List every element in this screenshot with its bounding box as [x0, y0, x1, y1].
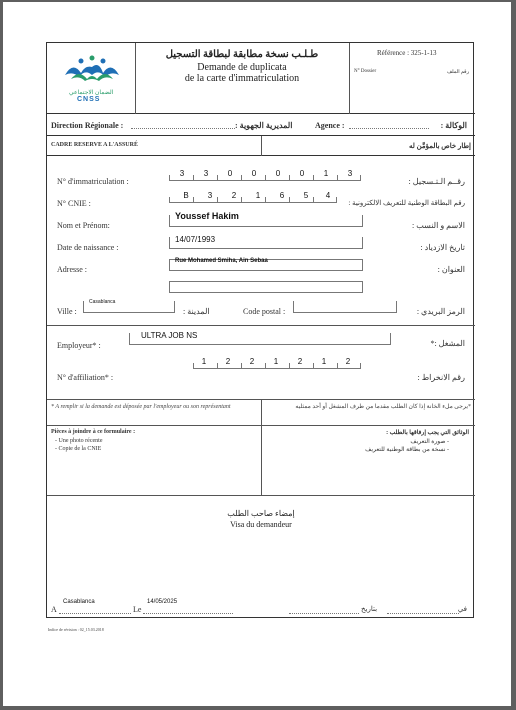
cnss-logo-icon — [61, 53, 123, 89]
signature-date-field-ar[interactable] — [289, 613, 359, 614]
adresse-label: Adresse : — [57, 265, 87, 274]
naissance-label: Date de naissance : — [57, 243, 119, 252]
signature-title: Visa du demandeur — [230, 520, 292, 529]
signature-date-value: 14/05/2025 — [147, 599, 178, 605]
cnie-digit: 5 — [303, 191, 309, 200]
region-row — [47, 114, 475, 136]
affiliation-digit: 1 — [201, 357, 207, 366]
cnie-digit: 2 — [231, 191, 237, 200]
affiliation-label: N° d'affiliation* : — [57, 373, 114, 382]
cnie-digit: 4 — [325, 191, 331, 200]
immatriculation-label: N° d'immatriculation : — [57, 177, 129, 186]
signature-title-ar: إمضاء صاحب الطلب — [227, 509, 295, 518]
affiliation-digit: 1 — [273, 357, 279, 366]
ville-value: Casablanca — [89, 299, 116, 305]
agence-label-ar: الوكالة : — [440, 121, 467, 130]
document-page — [3, 2, 511, 706]
affiliation-digit: 2 — [249, 357, 255, 366]
reserved-title-ar: إطار خاص بالمؤمَّن له — [408, 142, 471, 150]
immatriculation-digit: 3 — [347, 169, 353, 178]
nom-label: Nom et Prénom: — [57, 221, 110, 230]
nom-value: Youssef Hakim — [175, 211, 239, 221]
cnie-digit: 6 — [279, 191, 285, 200]
pieces-title: Pièces à joindre à ce formulaire : — [51, 429, 136, 435]
direction-regionale-label-ar: المديرية الجهوية : — [235, 121, 293, 130]
signature-date-label-ar: بتاريخ — [361, 605, 378, 613]
logo-text: CNSS — [77, 96, 101, 103]
duplicata-form — [46, 42, 474, 618]
employer-note: * A remplir si la demande est déposée par l'employeur ou son représentant — [51, 404, 231, 410]
immatriculation-digit: 0 — [251, 169, 257, 178]
adresse-value: Rue Mohamed Smiha, Ain Sebaa — [175, 258, 268, 264]
immatriculation-digit: 3 — [179, 169, 185, 178]
revision-index: Indice de révision : 02_15.03.2018 — [48, 627, 104, 632]
signature-date-field[interactable] — [143, 613, 233, 614]
affiliation-digit: 2 — [345, 357, 351, 366]
signature-place-value: Casablanca — [63, 599, 95, 605]
adresse-label-ar: العنوان : — [437, 265, 465, 274]
cnie-label: N° CNIE : — [57, 199, 91, 208]
direction-regionale-label: Direction Régionale : — [51, 121, 124, 130]
affiliation-digit: 1 — [321, 357, 327, 366]
postal-label: Code postal : — [243, 307, 286, 316]
immatriculation-field[interactable] — [169, 169, 361, 181]
affiliation-label-ar: رقم الانخراط : — [417, 373, 465, 382]
direction-regionale-field[interactable] — [131, 128, 235, 129]
signature-date-label: Le — [133, 605, 142, 614]
adresse-field-line2[interactable] — [169, 281, 363, 293]
pieces-title-ar: الوثائق التي يجب إرفاقها بالطلب : — [386, 430, 469, 436]
reserved-section-header — [47, 136, 475, 156]
reserved-title: CADRE RESERVE A L'ASSURÉ — [51, 142, 138, 148]
signature-place-field-ar[interactable] — [387, 613, 459, 614]
cnie-digit: 3 — [207, 191, 213, 200]
piece-item: - Une photo récente — [55, 438, 103, 444]
immatriculation-digit: 3 — [203, 169, 209, 178]
title-arabic: طـلـب نسخة مطابقة لبطاقة التسجيل — [165, 49, 319, 60]
immatriculation-digit: 0 — [275, 169, 281, 178]
immatriculation-digit: 0 — [227, 169, 233, 178]
employeur-label-ar: المشغل :* — [430, 339, 465, 348]
postal-field[interactable] — [293, 301, 397, 313]
immatriculation-label-ar: رقــم الـتـسجيل : — [408, 177, 465, 186]
piece-item-ar: - نسخة من بطاقة الوطنية للتعريف — [365, 447, 449, 453]
title-french-line2: de la carte d'immatriculation — [184, 73, 300, 84]
naissance-label-ar: تاريخ الازدياد : — [420, 243, 465, 252]
signature-place-label-ar: في — [457, 605, 467, 613]
naissance-value: 14/07/1993 — [175, 235, 216, 244]
affiliation-field[interactable] — [193, 357, 361, 369]
title-french-line1: Demande de duplicata — [197, 62, 287, 73]
immatriculation-digit: 0 — [299, 169, 305, 178]
form-title — [135, 49, 349, 84]
ville-label-ar: المدينة : — [183, 307, 210, 316]
employeur-value: ULTRA JOB NS — [141, 331, 198, 340]
employer-note-ar: *يرجى ملء الخانة إذا كان الطلب مقدما من طرف المشغل أو أحد ممثليه — [295, 404, 471, 410]
signature-place-label: A — [51, 605, 57, 614]
employeur-label: Employeur* : — [57, 341, 101, 350]
cnie-digit: B — [183, 191, 189, 200]
agence-label: Agence : — [315, 121, 345, 130]
postal-label-ar: الرمز البريدي : — [416, 307, 465, 316]
cnie-field[interactable] — [169, 191, 337, 203]
reference-number: Référence : 325-1-13 — [377, 49, 437, 57]
affiliation-digit: 2 — [225, 357, 231, 366]
affiliation-digit: 2 — [297, 357, 303, 366]
cnss-logo — [61, 53, 123, 105]
ville-label: Ville : — [57, 307, 77, 316]
dossier-label-ar: رقم الملف — [446, 70, 469, 75]
agence-field[interactable] — [349, 128, 429, 129]
nom-label-ar: الاسم و النسب : — [412, 221, 465, 230]
cnie-label-ar: رقم البطاقة الوطنية للتعريف الالكترونية : — [348, 199, 465, 207]
piece-item-ar: - صورة التعريف — [410, 439, 449, 445]
immatriculation-digit: 1 — [323, 169, 329, 178]
logo-arabic: الضمان الاجتماعي — [69, 90, 114, 96]
dossier-label: N° Dossier — [354, 69, 377, 74]
cnie-digit: 1 — [255, 191, 261, 200]
signature-place-field[interactable] — [59, 613, 131, 614]
header — [47, 43, 475, 114]
piece-item: - Copie de la CNIE — [55, 446, 102, 452]
